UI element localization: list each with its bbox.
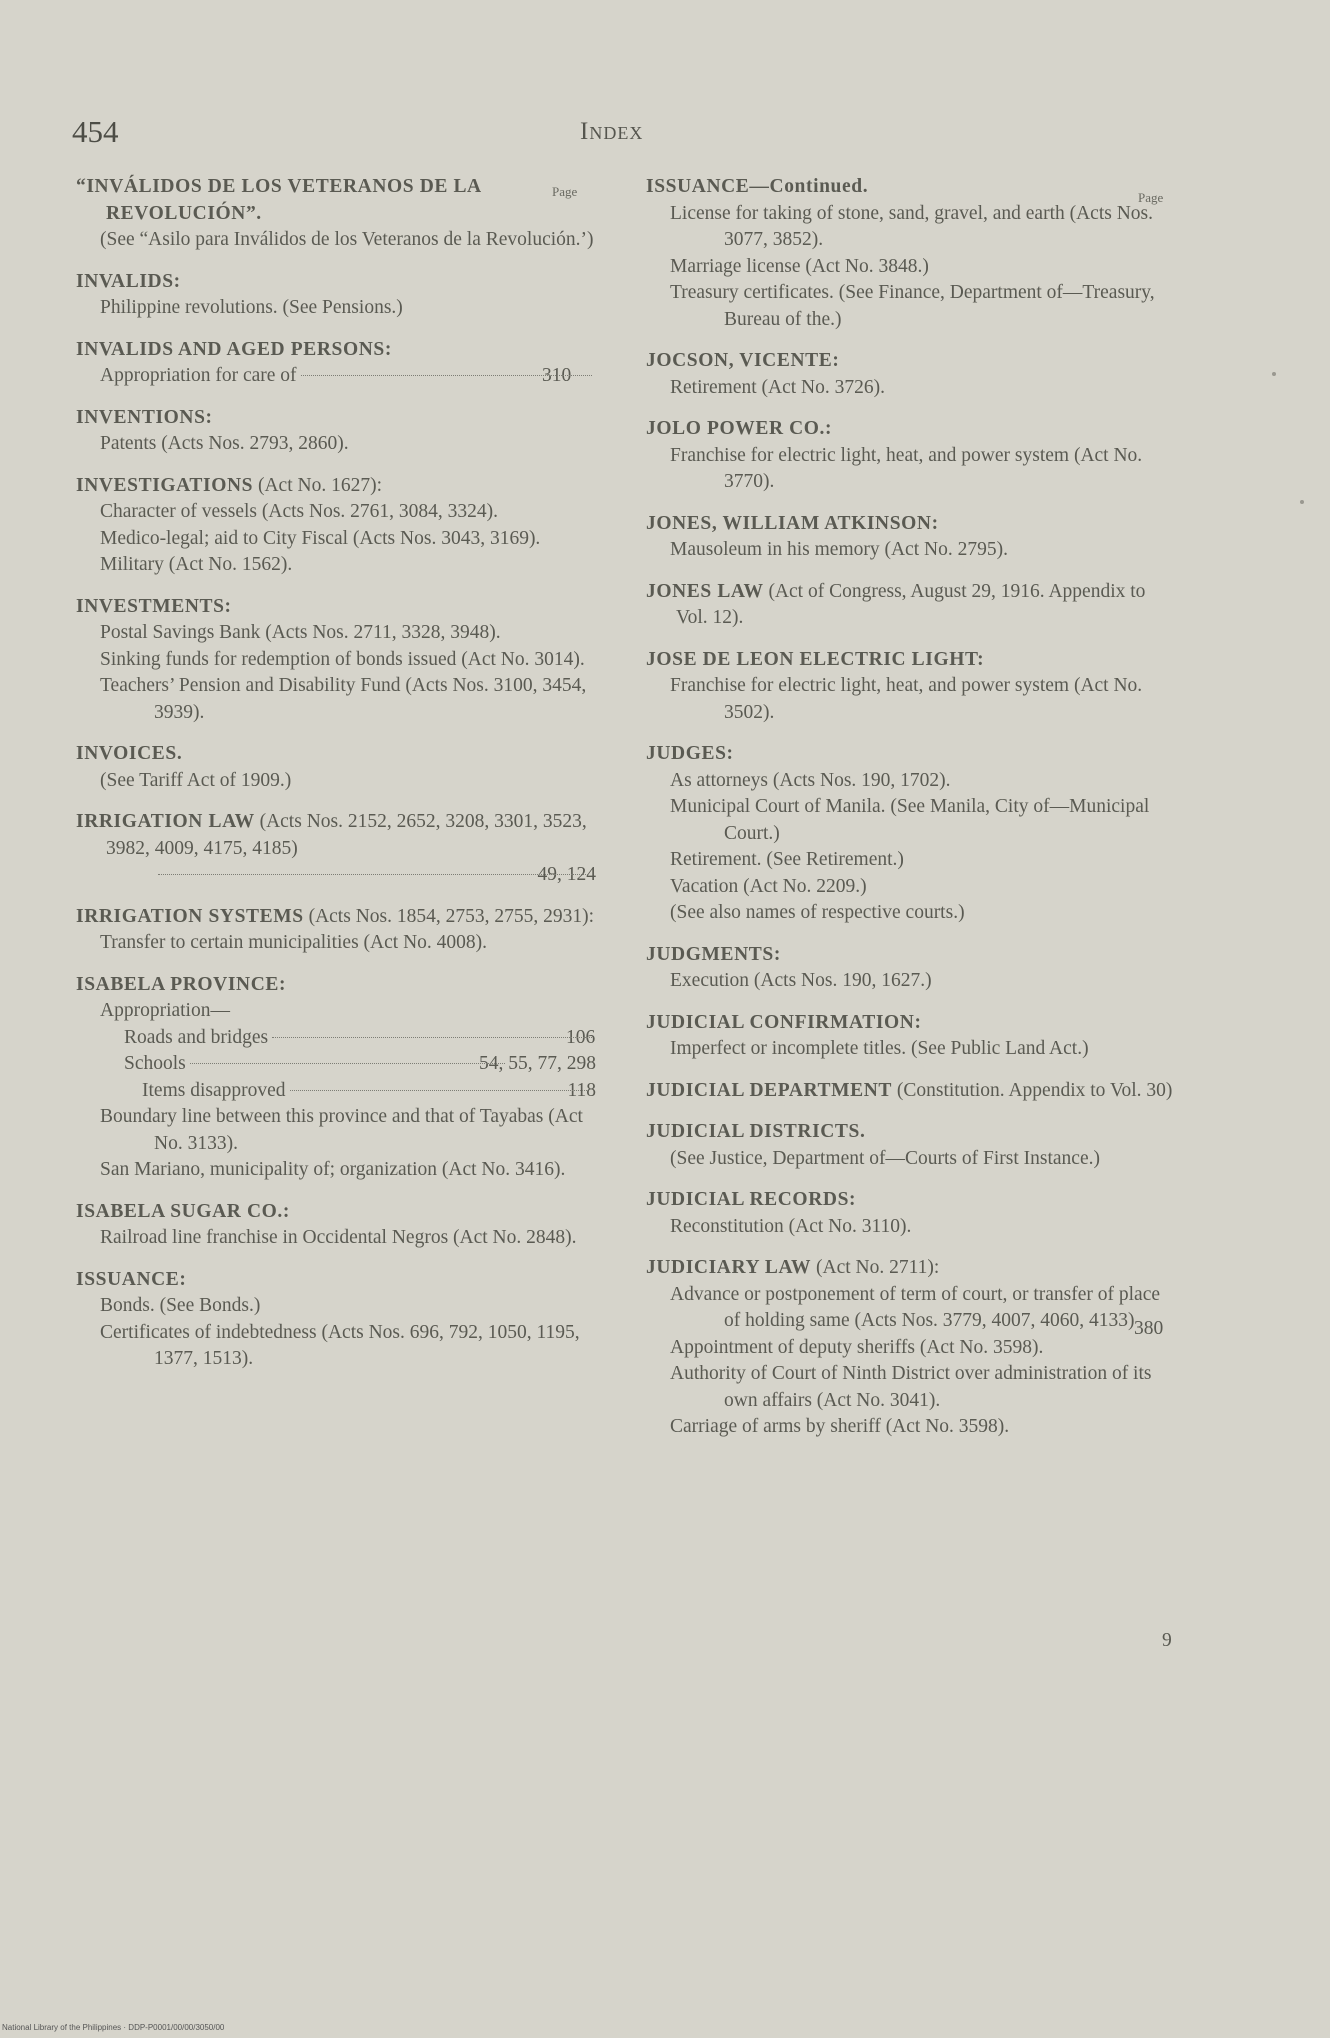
index-entry	[646, 511, 1176, 564]
entry-subitem: Transfer to certain municipalities (Act No. 4008).	[100, 932, 488, 953]
page-ref: 49, 124	[537, 864, 596, 885]
entry-subitem: Appropriation—	[100, 1000, 230, 1021]
entry-heading: INVESTMENTS:	[76, 595, 232, 617]
page-ref: 54, 55, 77, 298	[479, 1053, 596, 1074]
entry-subitem: Vacation (Act No. 2209.)	[670, 875, 867, 897]
entry-heading: JOLO POWER CO.:	[646, 418, 833, 439]
entry-heading: ISSUANCE—Continued.	[646, 176, 869, 197]
entry-subitem: (See “Asilo para Inválidos de los Veteranos de la Revolución.’)	[100, 229, 594, 250]
index-entry	[646, 942, 1176, 995]
entry-subitem: Appropriation for care of 310	[76, 363, 596, 390]
index-entry	[646, 1187, 1176, 1240]
entry-heading: JUDICIAL CONFIRMATION:	[646, 1011, 922, 1033]
entry-heading-detail: (Acts Nos. 1854, 2753, 2755, 2931):	[303, 905, 595, 927]
page-ref: 380	[1134, 1318, 1164, 1339]
entry-subitem: Franchise for electric light, heat, and power system (Act No. 3502).	[670, 675, 1143, 723]
index-entry	[76, 594, 596, 727]
entry-heading: JUDICIAL DEPARTMENT	[646, 1079, 892, 1101]
page-column-label: Page	[552, 184, 578, 199]
entry-heading: INVENTIONS:	[76, 406, 213, 428]
entry-heading: JOCSON, VICENTE:	[646, 350, 840, 371]
entry-subitem: Postal Savings Bank (Acts Nos. 2711, 3328, 3948).	[100, 622, 501, 643]
entry-heading-detail: (Constitution. Appendix to Vol. 30)	[892, 1079, 1173, 1101]
entry-heading: JUDGMENTS:	[646, 943, 781, 965]
entry-subitem: Mausoleum in his memory (Act No. 2795).	[670, 539, 1008, 560]
page-number: 454	[72, 114, 119, 149]
entry-subitem: (See Justice, Department of—Courts of First Instance.)	[670, 1147, 1100, 1169]
entry-heading: “INVÁLIDOS DE LOS VETERANOS DE LA REVOLUCIÓN”.	[76, 176, 481, 224]
page-ref: 9	[1162, 1630, 1172, 1651]
entry-subitem: Schools 54, 55, 77, 298	[76, 1051, 596, 1078]
entry-subitem: Sinking funds for redemption of bonds issued (Act No. 3014).	[100, 648, 585, 670]
entry-subitem: Certificates of indebtedness (Acts Nos. 696, 792, 1050, 1195, 1377, 1513).	[100, 1321, 580, 1369]
index-entry	[76, 405, 596, 458]
entry-subitem: Appointment of deputy sheriffs (Act No. 3598).	[670, 1336, 1044, 1358]
entry-subitem: Military (Act No. 1562).	[100, 554, 293, 575]
index-entry	[76, 269, 596, 322]
index-entry	[646, 741, 1176, 927]
entry-subitem: As attorneys (Acts Nos. 190, 1702).	[670, 769, 951, 791]
index-entry	[646, 1010, 1176, 1063]
entry-heading-detail: (Act of Congress, August 29, 1916. Appendix to Vol. 12).	[676, 580, 1146, 628]
entry-heading-detail: (Acts Nos. 2152, 2652, 3208, 3301, 3523, 3982, 4009, 4175, 4185)	[106, 811, 587, 859]
index-entry	[646, 1119, 1176, 1172]
entry-subitem: (See Tariff Act of 1909.)	[100, 769, 292, 791]
index-entry	[76, 1199, 596, 1252]
index-column-left	[76, 174, 596, 1388]
running-head: Index	[580, 118, 644, 145]
index-entry	[76, 904, 596, 957]
entry-subitem: Authority of Court of Ninth District over administration of its own affairs (Act No. 3041).	[670, 1363, 1152, 1411]
index-column-right	[646, 174, 1176, 1456]
index-entry	[76, 174, 596, 254]
entry-heading: JOSE DE LEON ELECTRIC LIGHT:	[646, 648, 985, 670]
entry-heading: JONES, WILLIAM ATKINSON:	[646, 512, 939, 534]
entry-subitem: Franchise for electric light, heat, and power system (Act No. 3770).	[670, 444, 1143, 492]
entry-subitem: Boundary line between this province and that of Tayabas (Act No. 3133).	[100, 1106, 583, 1154]
entry-heading: ISABELA PROVINCE:	[76, 973, 287, 995]
entry-heading: ISSUANCE:	[76, 1268, 187, 1290]
index-entry	[646, 416, 1176, 496]
entry-heading: JUDICIARY LAW	[646, 1257, 812, 1278]
entry-heading: IRRIGATION SYSTEMS	[76, 905, 304, 927]
scan-speck	[1272, 372, 1276, 376]
entry-heading: INVOICES.	[76, 743, 183, 764]
entry-subitem: Railroad line franchise in Occidental Negros (Act No. 2848).	[100, 1227, 577, 1248]
entry-subitem: Municipal Court of Manila. (See Manila, City of—Municipal Court.)	[670, 796, 1150, 844]
entry-subitem: Advance or postponement of term of court, or transfer of place of holding same (Acts Nos. 3779, 4007, 4060, 4133)	[670, 1283, 1161, 1331]
entry-subitem: Treasury certificates. (See Finance, Department of—Treasury, Bureau of the.)	[670, 282, 1155, 330]
entry-subitem: Reconstitution (Act No. 3110).	[670, 1215, 912, 1237]
entry-heading: JUDGES:	[646, 743, 734, 764]
entry-heading: JONES LAW	[646, 580, 764, 602]
entry-heading: INVESTIGATIONS	[76, 474, 254, 496]
entry-heading: INVALIDS:	[76, 270, 181, 292]
entry-heading-detail: (Act No. 1627):	[253, 474, 382, 496]
index-entry	[76, 337, 596, 390]
entry-subitem: Execution (Acts Nos. 190, 1627.)	[670, 970, 932, 991]
index-entry	[646, 174, 1176, 333]
entry-heading: JUDICIAL DISTRICTS.	[646, 1121, 866, 1142]
entry-subitem: Retirement (Act No. 3726).	[670, 376, 885, 398]
entry-subitem: Roads and bridges 106	[124, 1026, 596, 1048]
page-column-label: Page	[1138, 190, 1164, 205]
entry-heading: INVALIDS AND AGED PERSONS:	[76, 338, 392, 360]
entry-subitem: Carriage of arms by sheriff (Act No. 3598).	[670, 1416, 1010, 1437]
index-entry	[76, 1267, 596, 1373]
entry-subitem: Items disapproved 118	[76, 1078, 596, 1105]
index-entry	[646, 579, 1176, 632]
index-entry	[76, 473, 596, 579]
entry-subitem: Marriage license (Act No. 3848.)	[670, 255, 929, 277]
page-header	[72, 114, 662, 154]
index-entry	[646, 647, 1176, 727]
entry-subitem: Philippine revolutions. (See Pensions.)	[100, 297, 403, 318]
entry-subitem: Medico-legal; aid to City Fiscal (Acts Nos. 3043, 3169).	[100, 527, 541, 549]
index-entry	[646, 1078, 1176, 1105]
index-entry	[646, 348, 1176, 401]
entry-subitem: Bonds. (See Bonds.)	[100, 1295, 261, 1316]
entry-subitem: Patents (Acts Nos. 2793, 2860).	[100, 433, 349, 454]
scan-footer: National Library of the Philippines · DDP-P0001/00/00/3050/00	[2, 2023, 225, 2032]
entry-heading: ISABELA SUGAR CO.:	[76, 1200, 290, 1222]
entry-heading: JUDICIAL RECORDS:	[646, 1189, 857, 1210]
entry-subitem: Character of vessels (Acts Nos. 2761, 3084, 3324).	[100, 501, 499, 522]
entry-subitem: Teachers’ Pension and Disability Fund (Acts Nos. 3100, 3454, 3939).	[100, 675, 587, 723]
entry-subitem: (See also names of respective courts.)	[670, 902, 965, 923]
entry-heading-detail: (Act No. 2711):	[811, 1257, 940, 1278]
entry-subitem: License for taking of stone, sand, gravel, and earth (Acts Nos. 3077, 3852).	[670, 202, 1154, 250]
index-entry	[76, 741, 596, 794]
page-ref: 118	[567, 1079, 596, 1101]
scan-speck	[1300, 500, 1304, 504]
entry-subitem: Imperfect or incomplete titles. (See Public Land Act.)	[670, 1038, 1089, 1059]
index-entry	[76, 972, 596, 1184]
entry-subitem: San Mariano, municipality of; organization (Act No. 3416).	[100, 1159, 566, 1180]
entry-heading: IRRIGATION LAW	[76, 811, 255, 832]
entry-subitem: Retirement. (See Retirement.)	[670, 849, 904, 870]
index-entry	[76, 809, 596, 889]
index-entry	[646, 1255, 1176, 1441]
